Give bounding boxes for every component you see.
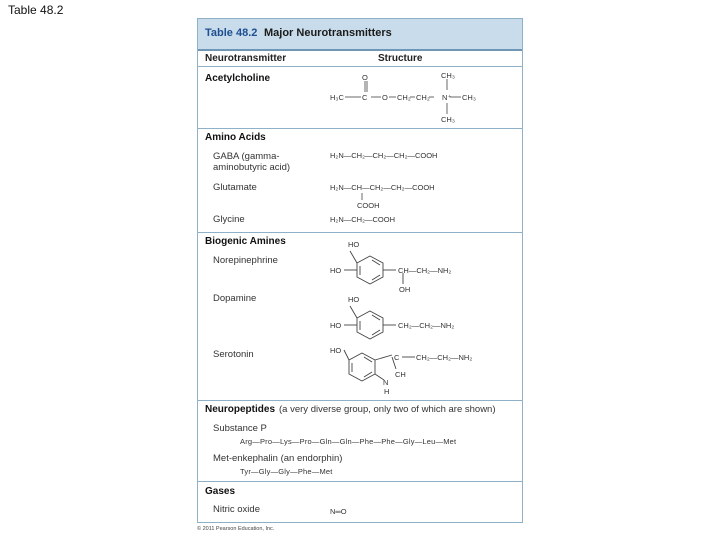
met-enkephalin-sequence: Tyr—Gly—Gly—Phe—Met xyxy=(240,467,333,476)
dopamine-ring xyxy=(344,306,396,339)
norepinephrine-ring xyxy=(344,251,403,284)
se-n: N xyxy=(383,378,389,387)
da-ho-top: HO xyxy=(348,295,360,304)
structures-layer xyxy=(198,19,524,524)
glutamate-cooh: COOH xyxy=(357,201,380,210)
row-dopamine-label: Dopamine xyxy=(213,293,257,304)
ach-nitrogen: N⁺ xyxy=(442,93,452,102)
ne-side-chain: CH—CH₂—NH₂ xyxy=(398,266,452,275)
column-header-structure: Structure xyxy=(378,53,423,64)
category-gases: Gases xyxy=(205,486,236,497)
ne-oh: OH xyxy=(399,285,411,294)
se-side-chain: CH₂—CH₂—NH₂ xyxy=(416,353,473,362)
se-carbon: C xyxy=(394,353,400,362)
gaba-label-line2: aminobutyric acid) xyxy=(213,162,291,173)
ach-carbon: C xyxy=(362,93,368,102)
gaba-label-line1: GABA (gamma- xyxy=(213,151,280,162)
neuropeptides-note: (a very diverse group, only two of which are shown) xyxy=(279,404,496,415)
da-ho-left: HO xyxy=(330,321,342,330)
glycine-structure: H₂N—CH₂—COOH xyxy=(330,215,395,224)
ach-h3c: H₃C xyxy=(330,93,344,102)
gaba-structure: H₂N—CH₂—CH₂—CH₂—COOH xyxy=(330,151,438,160)
row-glutamate-label: Glutamate xyxy=(213,182,257,193)
table-title: Major Neurotransmitters xyxy=(264,27,392,39)
glutamate-structure: H₂N—CH—CH₂—CH₂—COOH xyxy=(330,183,435,192)
row-glycine-label: Glycine xyxy=(213,214,245,225)
se-ch: CH xyxy=(395,370,406,379)
column-header-neurotransmitter: Neurotransmitter xyxy=(205,53,287,64)
ach-ch3-right: CH₃ xyxy=(462,93,476,102)
category-acetylcholine: Acetylcholine xyxy=(205,73,271,84)
row-norepinephrine-label: Norepinephrine xyxy=(213,255,278,266)
slide-title: Table 48.2 xyxy=(8,3,64,17)
category-biogenic-amines: Biogenic Amines xyxy=(205,236,286,247)
ne-ho-left: HO xyxy=(330,266,342,275)
ach-ch3-bottom: CH₃ xyxy=(441,115,455,124)
table-number: Table 48.2 xyxy=(205,27,258,39)
se-h: H xyxy=(384,387,390,396)
row-substance-p-label: Substance P xyxy=(213,423,267,434)
row-nitric-oxide-label: Nitric oxide xyxy=(213,504,260,515)
copyright-footer: © 2011 Pearson Education, Inc. xyxy=(197,526,275,532)
ach-ch3-top: CH₃ xyxy=(441,71,455,80)
ach-ch2-b: CH₂ xyxy=(416,93,430,102)
nitric-oxide-structure: N═O xyxy=(330,507,347,516)
acetylcholine-labels xyxy=(330,71,476,124)
category-amino-acids: Amino Acids xyxy=(205,132,266,143)
se-ho: HO xyxy=(330,346,342,355)
neuropeptides-label: Neuropeptides xyxy=(205,404,276,415)
ach-ch2-a: CH₂ xyxy=(397,93,411,102)
ach-ester-oxygen: O xyxy=(382,93,388,102)
substance-p-sequence: Arg—Pro—Lys—Pro—Gln—Gln—Phe—Phe—Gly—Leu—Met xyxy=(240,437,457,446)
neurotransmitter-table xyxy=(197,18,523,523)
ach-o-top: O xyxy=(362,73,368,82)
da-side-chain: CH₂—CH₂—NH₂ xyxy=(398,321,455,330)
row-met-enkephalin-label: Met-enkephalin (an endorphin) xyxy=(213,453,343,464)
ne-ho-top: HO xyxy=(348,240,360,249)
row-serotonin-label: Serotonin xyxy=(213,349,254,360)
